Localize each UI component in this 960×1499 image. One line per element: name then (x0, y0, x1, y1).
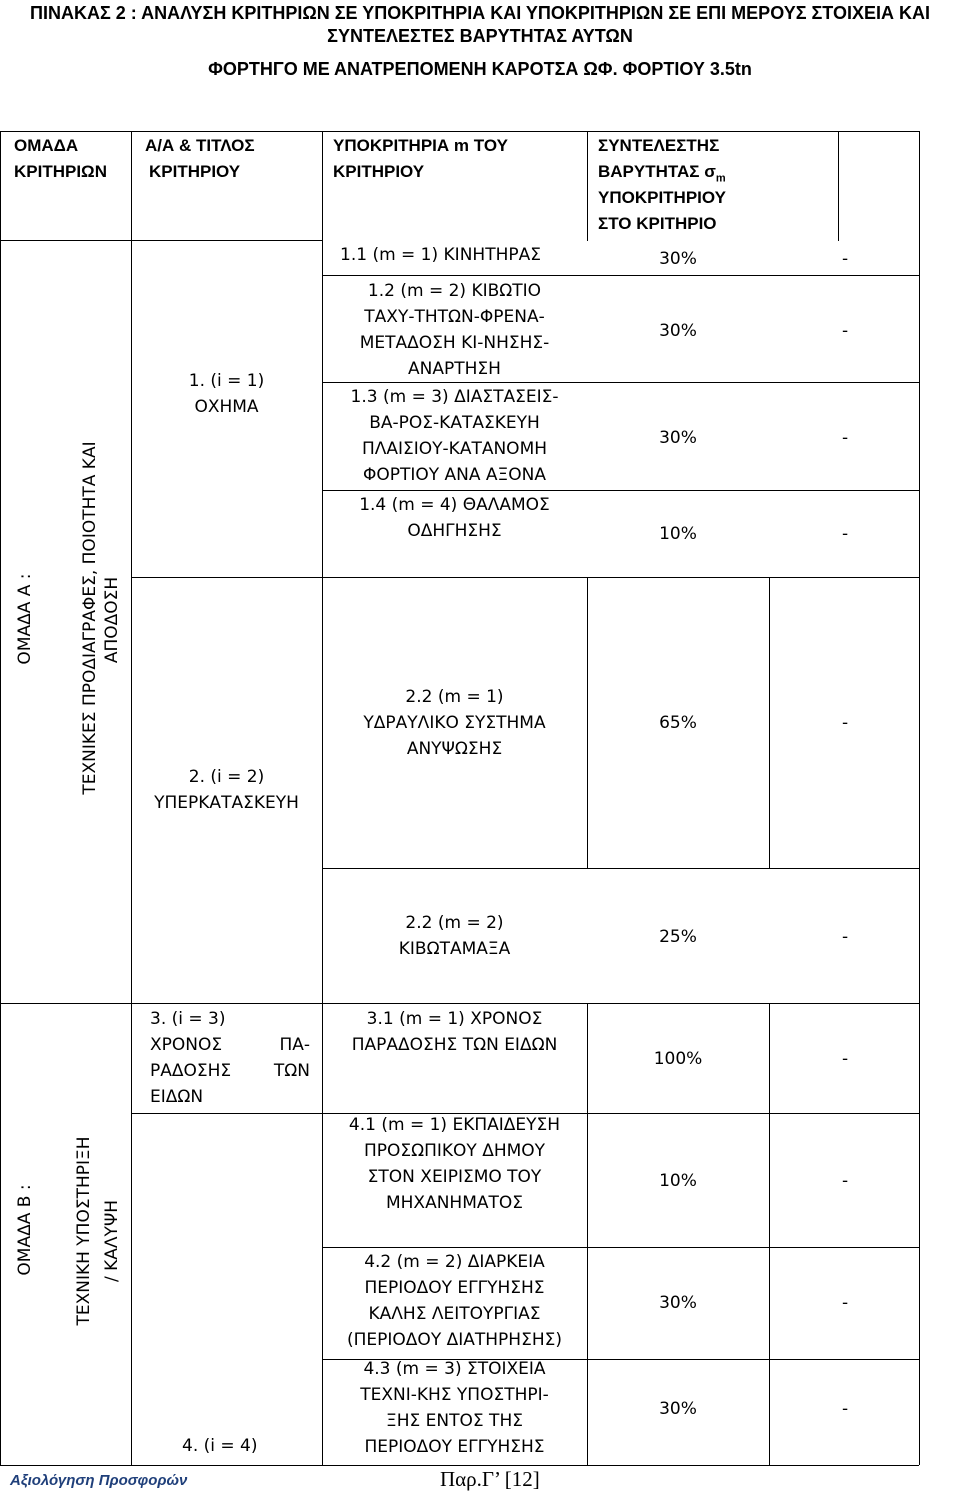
dash-1-2: - (842, 321, 849, 341)
table-title-line-2: ΣΥΝΤΕΛΕΣΤΕΣ ΒΑΡΥΤΗΤΑΣ ΑΥΤΩΝ (327, 26, 633, 46)
criterion-3-title-line-1: ΧΡΟΝΟΣ ΠΑ- (150, 1035, 310, 1055)
footer-page-number: Παρ.Γ’ [12] (440, 1467, 540, 1491)
footer-document-title: Αξιολόγηση Προσφορών (10, 1472, 188, 1489)
criterion-3-title-line-3: ΕΙΔΩΝ (150, 1087, 204, 1107)
dash-3-1: - (842, 1049, 849, 1069)
subcriterion-2-2-line-1: 2.2 (m = 2) (405, 913, 504, 933)
dash-2-1: - (842, 713, 849, 733)
dash-2-2: - (842, 927, 849, 947)
subcriterion-4-3-line-4: ΠΕΡΙΟΔΟΥ ΕΓΓΥΗΣΗΣ (364, 1437, 545, 1457)
weight-1-2: 30% (659, 321, 697, 341)
header-group-line-2: ΚΡΙΤΗΡΙΩΝ (14, 162, 107, 181)
dash-1-1: - (842, 249, 849, 269)
group-a-description-line-1: ΤΕΧΝΙΚΕΣ ΠΡΟΔΙΑΓΡΑΦΕΣ, ΠΟΙΟΤΗΤΑ ΚΑΙ (80, 441, 100, 795)
group-b-label: ΟΜΑΔΑ Β : (15, 1184, 35, 1276)
header-weight-line-3: ΥΠΟΚΡΙΤΗΡΙΟΥ (598, 188, 726, 207)
subcriterion-4-2-line-1: 4.2 (m = 2) ΔΙΑΡΚΕΙΑ (364, 1252, 545, 1272)
criterion-3-number: 3. (i = 3) (150, 1009, 226, 1029)
criterion-2-title: ΥΠΕΡΚΑΤΑΣΚΕΥΗ (154, 793, 299, 813)
header-criterion-line-2: ΚΡΙΤΗΡΙΟΥ (149, 162, 241, 181)
subcriterion-2-1-line-2: ΥΔΡΑΥΛΙΚΟ ΣΥΣΤΗΜΑ (363, 713, 546, 733)
group-a-label: ΟΜΑΔΑ Α : (15, 573, 35, 665)
subcriterion-4-3-line-2: ΤΕΧΝΙ-ΚΗΣ ΥΠΟΣΤΗΡΙ- (360, 1385, 549, 1405)
header-subcriteria-line-2: ΚΡΙΤΗΡΙΟΥ (333, 162, 425, 181)
subcriterion-2-1-line-1: 2.2 (m = 1) (405, 687, 504, 707)
subcriterion-4-2-line-2: ΠΕΡΙΟΔΟΥ ΕΓΓΥΗΣΗΣ (364, 1278, 545, 1298)
weight-4-3: 30% (659, 1399, 697, 1419)
weight-4-2: 30% (659, 1293, 697, 1313)
subcriterion-4-1-line-2: ΠΡΟΣΩΠΙΚΟΥ ΔΗΜΟΥ (363, 1141, 546, 1161)
subcriterion-3-1-line-1: 3.1 (m = 1) ΧΡΟΝΟΣ (366, 1009, 543, 1029)
dash-4-3: - (842, 1399, 849, 1419)
header-group-line-1: ΟΜΑΔΑ (14, 136, 79, 155)
criterion-2-number: 2. (i = 2) (188, 767, 265, 787)
subcriterion-1-2-line-2: ΤΑΧΥ-ΤΗΤΩΝ-ΦΡΕΝΑ- (364, 307, 545, 327)
subcriterion-2-2-line-2: ΚΙΒΩΤΑΜΑΞΑ (398, 939, 511, 959)
group-b-description-line-1: ΤΕΧΝΙΚΗ ΥΠΟΣΤΗΡΙΞΗ (74, 1136, 94, 1326)
subcriterion-1-2-line-1: 1.2 (m = 2) ΚΙΒΩΤΙΟ (367, 281, 542, 301)
weight-2-1: 65% (659, 713, 697, 733)
subcriterion-4-1-line-1: 4.1 (m = 1) ΕΚΠΑΙΔΕΥΣΗ (348, 1115, 561, 1135)
criterion-3-title-line-2: ΡΑΔΟΣΗΣ ΤΩΝ (150, 1061, 310, 1081)
dash-4-2: - (842, 1293, 849, 1313)
subcriterion-1-3-line-2: ΒΑ-ΡΟΣ-ΚΑΤΑΣΚΕΥΗ (369, 413, 540, 433)
subcriterion-4-2-line-4: (ΠΕΡΙΟΔΟΥ ΔΙΑΤΗΡΗΣΗΣ) (347, 1330, 562, 1350)
subcriterion-4-1-line-4: ΜΗΧΑΝΗΜΑΤΟΣ (385, 1193, 524, 1213)
weight-2-2: 25% (659, 927, 697, 947)
weight-1-3: 30% (659, 428, 697, 448)
subcriterion-1-2-line-3: ΜΕΤΑΔΟΣΗ ΚΙ-ΝΗΣΗΣ- (359, 333, 550, 353)
subcriterion-4-1-line-3: ΣΤΟΝ ΧΕΙΡΙΣΜΟ ΤΟΥ (367, 1167, 542, 1187)
subcriterion-4-3-line-1: 4.3 (m = 3) ΣΤΟΙΧΕΙΑ (363, 1359, 546, 1379)
subcriterion-4-3-line-3: ΞΗΣ ΕΝΤΟΣ ΤΗΣ (386, 1411, 523, 1431)
subcriterion-1-4-line-2: ΟΔΗΓΗΣΗΣ (407, 521, 502, 541)
subcriterion-1-3-line-3: ΠΛΑΙΣΙΟΥ-ΚΑΤΑΝΟΜΗ (361, 439, 548, 459)
dash-1-3: - (842, 428, 849, 448)
header-weight-line-1: ΣΥΝΤΕΛΕΣΤΗΣ (598, 136, 720, 155)
subcriterion-3-1-line-2: ΠΑΡΑΔΟΣΗΣ ΤΩΝ ΕΙΔΩΝ (351, 1035, 558, 1055)
subcriterion-4-2-line-3: ΚΑΛΗΣ ΛΕΙΤΟΥΡΓΙΑΣ (368, 1304, 541, 1324)
subcriterion-1-3-line-1: 1.3 (m = 3) ΔΙΑΣΤΑΣΕΙΣ- (350, 387, 559, 407)
subcriterion-1-3-line-4: ΦΟΡΤΙΟΥ ΑΝΑ ΑΞΟΝΑ (362, 465, 547, 485)
header-weight-line-4: ΣΤΟ ΚΡΙΤΗΡΙΟ (598, 214, 717, 233)
weight-1-1: 30% (659, 249, 697, 269)
group-b-description-line-2: / ΚΑΛΥΨΗ (102, 1199, 122, 1283)
dash-1-4: - (842, 524, 849, 544)
dash-4-1: - (842, 1171, 849, 1191)
weight-1-4: 10% (659, 524, 697, 544)
subcriterion-1-4-line-1: 1.4 (m = 4) ΘΑΛΑΜΟΣ (359, 495, 550, 515)
subcriterion-1-1: 1.1 (m = 1) ΚΙΝΗΤΗΡΑΣ (340, 245, 541, 265)
group-a-description-line-2: ΑΠΟΔΟΣΗ (102, 576, 122, 664)
criterion-4-number: 4. (i = 4) (182, 1436, 258, 1456)
table-title-line-1: ΠΙΝΑΚΑΣ 2 : ΑΝΑΛΥΣΗ ΚΡΙΤΗΡΙΩΝ ΣΕ ΥΠΟΚΡΙΤΗΡΙΑ ΚΑΙ ΥΠΟΚΡΙΤΗΡΙΩΝ ΣΕ ΕΠΙ ΜΕΡΟΥΣ ΣΤΟΙΧΕΙΑ ΚΑΙ (30, 3, 930, 23)
table-subtitle: ΦΟΡΤΗΓΟ ΜΕ ΑΝΑΤΡΕΠΟΜΕΝΗ ΚΑΡΟΤΣΑ ΩΦ. ΦΟΡΤΙΟΥ 3.5tn (208, 59, 752, 79)
weight-4-1: 10% (659, 1171, 697, 1191)
subcriterion-1-2-line-4: ΑΝΑΡΤΗΣΗ (408, 359, 501, 379)
weight-3-1: 100% (653, 1049, 703, 1069)
subcriterion-2-1-line-3: ΑΝΥΨΩΣΗΣ (406, 739, 503, 759)
header-criterion-line-1: Α/Α & ΤΙΤΛΟΣ (145, 136, 255, 155)
header-weight-line-2: ΒΑΡΥΤΗΤΑΣ $\sigma_m$ (598, 162, 726, 185)
criterion-1-number: 1. (i = 1) (188, 371, 265, 391)
header-subcriteria-line-1: ΥΠΟΚΡΙΤΗΡΙΑ m ΤΟΥ (333, 136, 508, 155)
criterion-1-title: ΟΧΗΜΑ (194, 397, 259, 417)
